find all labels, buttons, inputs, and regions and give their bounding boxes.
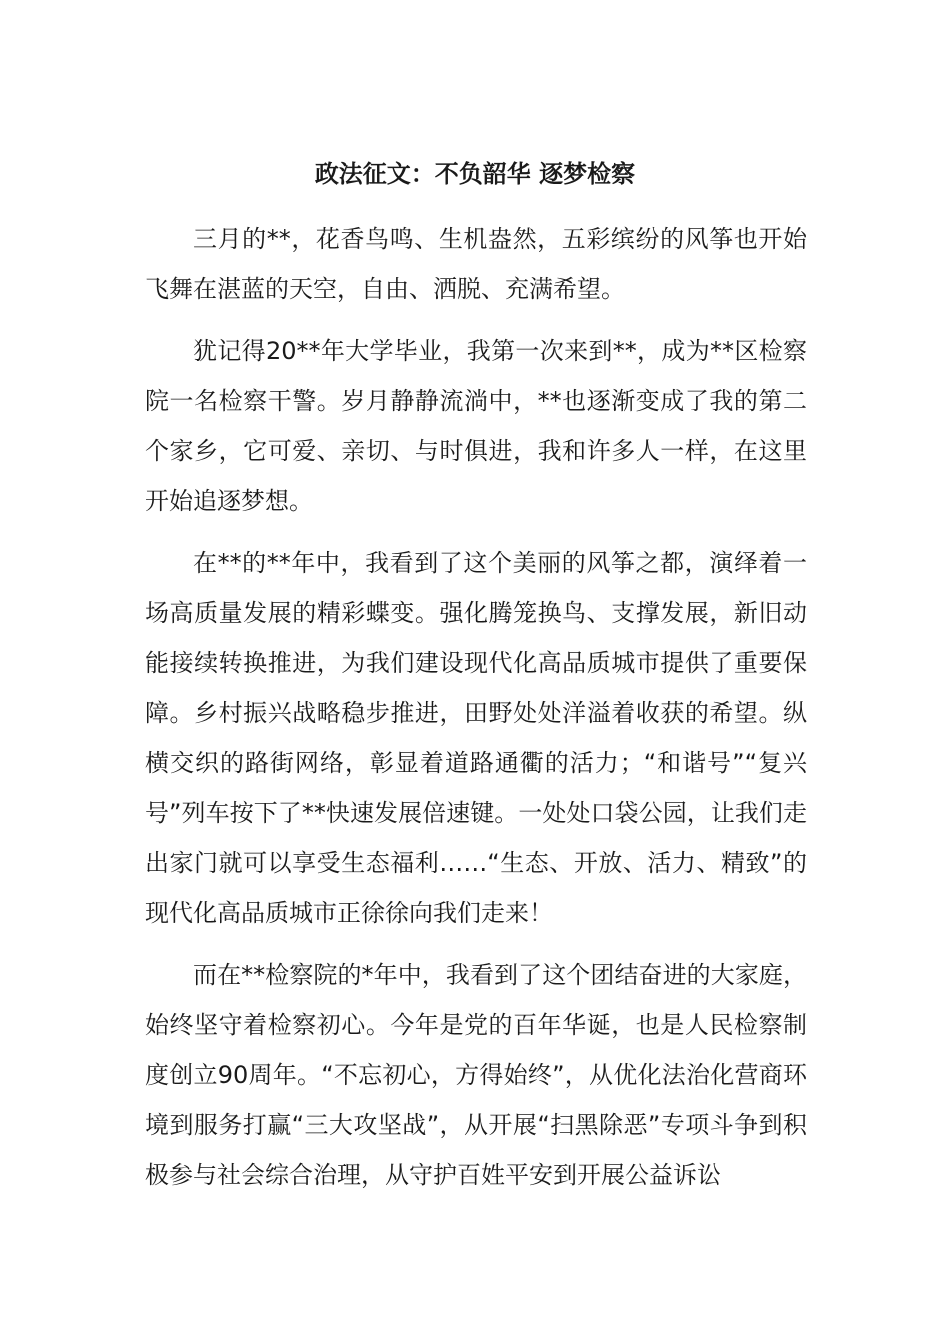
paragraph-4: 而在**检察院的*年中，我看到了这个团结奋进的大家庭，始终坚守着检察初心。今年是党的百年华诞，也是人民检察制度创立90周年。“不忘初心，方得始终”，从优化法治化营商环境到服务打赢“三大攻坚战”，从开展“扫黑除恶”专项斗争到积极参与社会综合治理，从守护百姓平安到开展公益诉讼	[145, 961, 807, 1189]
document-body	[145, 214, 807, 1212]
paragraph-1: 三月的**，花香鸟鸣、生机盎然，五彩缤纷的风筝也开始飞舞在湛蓝的天空，自由、洒脱、充满希望。	[145, 225, 807, 303]
paragraph-2: 犹记得20**年大学毕业，我第一次来到**，成为**区检察院一名检察干警。岁月静静流淌中，**也逐渐变成了我的第二个家乡，它可爱、亲切、与时俱进，我和许多人一样，在这里开始追逐梦想。	[145, 337, 807, 515]
document-title: 政法征文：不负韶华 逐梦检察	[314, 160, 636, 188]
paragraph-3: 在**的**年中，我看到了这个美丽的风筝之都，演绎着一场高质量发展的精彩蝶变。强化腾笼换鸟、支撑发展，新旧动能接续转换推进，为我们建设现代化高品质城市提供了重要保障。乡村振兴战略稳步推进，田野处处洋溢着收获的希望。纵横交织的路街网络，彰显着道路通衢的活力；“和谐号”“复兴号”列车按下了**快速发展倍速键。一处处口袋公园，让我们走出家门就可以享受生态福利……“生态、开放、活力、精致”的现代化高品质城市正徐徐向我们走来！	[145, 549, 807, 927]
